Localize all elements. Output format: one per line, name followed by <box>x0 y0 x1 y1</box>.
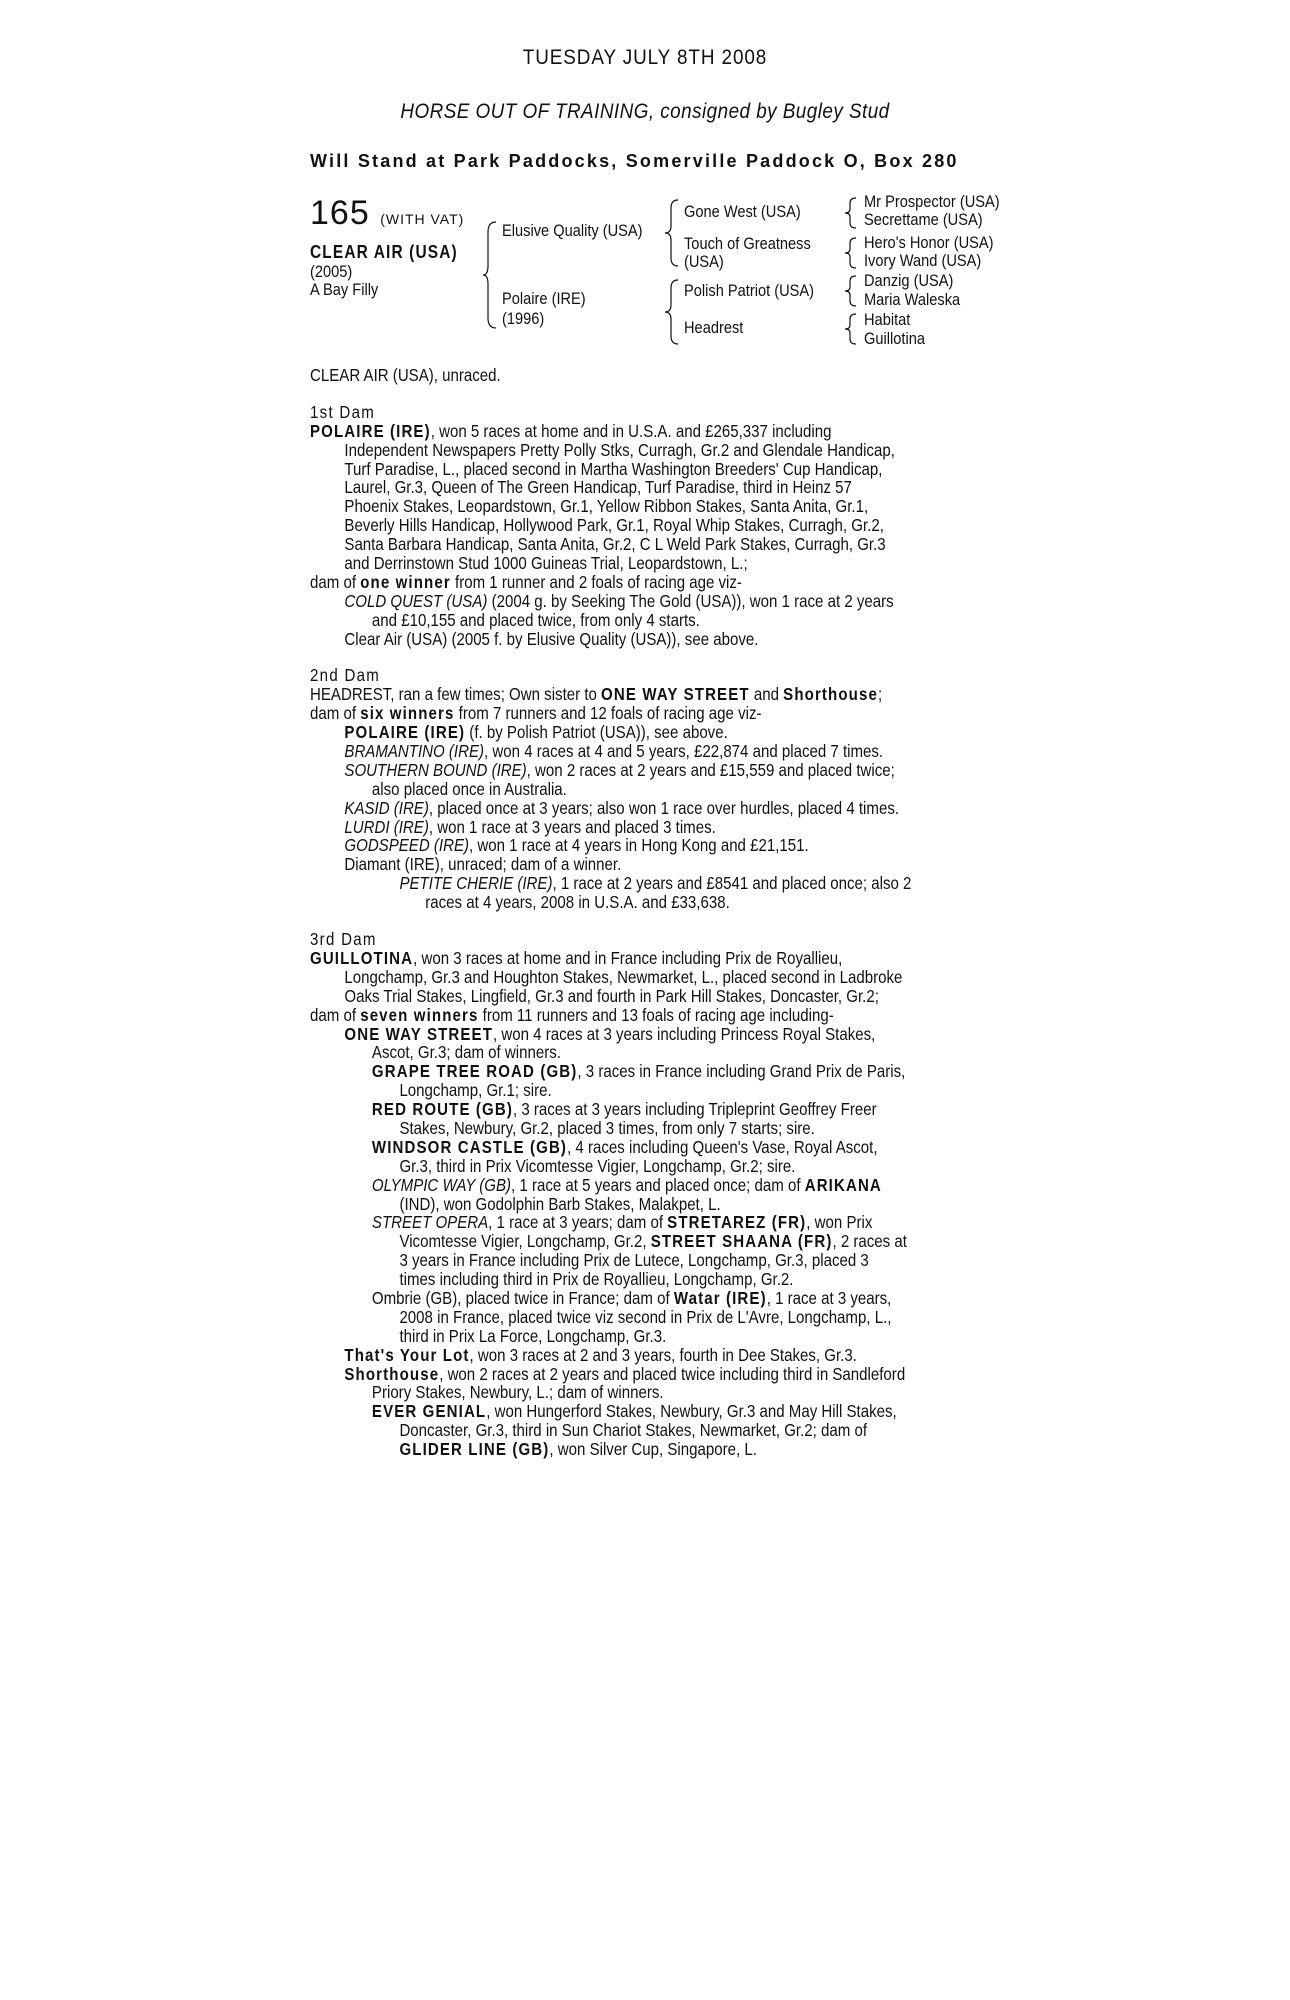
produce-entry: LURDI (IRE), won 1 race at 3 years and placed 3 times. <box>344 816 716 837</box>
produce-entry-cont: Vicomtesse Vigier, Longchamp, Gr.2, STREET SHAANA (FR), 2 races at <box>399 1231 907 1252</box>
produce-entry: Diamant (IRE), unraced; dam of a winner. <box>344 854 622 875</box>
third-dam-line: Oaks Trial Stakes, Lingfield, Gr.3 and fourth in Park Hill Stakes, Doncaster, Gr.2; <box>344 985 879 1006</box>
lot-number-value: 165 <box>310 194 370 232</box>
produce-entry: Ombrie (GB), placed twice in France; dam of Watar (IRE), 1 race at 3 years, <box>371 1287 892 1308</box>
produce-entry-cont: (IND), won Godolphin Barb Stakes, Malakpet, L. <box>399 1193 721 1214</box>
first-dam-line: Turf Paradise, L., placed second in Martha Washington Breeders' Cup Handicap, <box>344 458 883 479</box>
vat-label: (WITH VAT) <box>380 211 465 227</box>
dam-dam: Headrest <box>684 318 744 337</box>
intro-line: CLEAR AIR (USA), unraced. <box>310 365 501 385</box>
produce-entry: WINDSOR CASTLE (GB), 4 races including Queen's Vase, Royal Ascot, <box>371 1136 878 1157</box>
first-dam-heading: 1st Dam <box>310 401 376 422</box>
produce-entry: EVER GENIAL, won Hungerford Stakes, Newbury, Gr.3 and May Hill Stakes, <box>371 1401 897 1422</box>
produce-entry-cont: Priory Stakes, Newbury, L.; dam of winners. <box>371 1382 664 1403</box>
produce-entry-cont: Doncaster, Gr.3, third in Sun Chariot Stakes, Newmarket, Gr.2; dam of <box>399 1420 868 1441</box>
pedigree-brace-g1 <box>844 196 858 230</box>
lot-number <box>310 194 464 233</box>
produce-entry: POLAIRE (IRE) (f. by Polish Patriot (USA)), see above. <box>344 722 728 743</box>
stand-location: Will Stand at Park Paddocks, Somerville Paddock O, Box 280 <box>310 151 959 171</box>
produce-entry: RED ROUTE (GB), 3 races at 3 years including Tripleprint Geoffrey Freer <box>371 1099 877 1120</box>
granddam-sire-1: Mr Prospector (USA) <box>864 192 1000 211</box>
produce-entry-cont: Stakes, Newbury, Gr.2, placed 3 times, from only 7 starts; sire. <box>399 1117 815 1138</box>
horse-name: CLEAR AIR (USA) <box>310 242 458 262</box>
dam-year: (1996) <box>502 309 545 328</box>
dam-name: Polaire (IRE) <box>502 289 586 308</box>
third-dam-line: GUILLOTINA, won 3 races at home and in France including Prix de Royallieu, <box>310 947 843 968</box>
produce-entry-cont: also placed once in Australia. <box>371 778 567 799</box>
sire-sire: Gone West (USA) <box>684 202 801 221</box>
produce-entry-cont: Gr.3, third in Prix Vicomtesse Vigier, Longchamp, Gr.2; sire. <box>399 1155 796 1176</box>
pedigree-brace-g4 <box>844 312 858 346</box>
horse-year: (2005) <box>310 262 353 281</box>
first-dam-line: Independent Newspapers Pretty Polly Stks, Curragh, Gr.2 and Glendale Handicap, <box>344 439 895 460</box>
produce-entry-cont: 3 years in France including Prix de Lutece, Longchamp, Gr.3, placed 3 <box>399 1250 869 1271</box>
first-dam-line: POLAIRE (IRE), won 5 races at home and in U.S.A. and £265,337 including <box>310 420 832 441</box>
pedigree-brace-dam <box>664 278 680 346</box>
granddam-sire-4: Habitat <box>864 310 911 329</box>
produce-entry: SOUTHERN BOUND (IRE), won 2 races at 2 years and £15,559 and placed twice; <box>344 759 895 780</box>
pedigree-brace-g2 <box>844 236 858 270</box>
sire-dam-line1: Touch of Greatness <box>684 234 811 253</box>
produce-entry-cont: GLIDER LINE (GB), won Silver Cup, Singapore, L. <box>399 1439 757 1460</box>
produce-entry: GODSPEED (IRE), won 1 race at 4 years in Hong Kong and £21,151. <box>344 835 809 856</box>
first-dam-line: Beverly Hills Handicap, Hollywood Park, Gr.1, Royal Whip Stakes, Curragh, Gr.2, <box>344 515 884 536</box>
second-dam-produce-summary: dam of six winners from 7 runners and 12 foals of racing age viz- <box>310 703 762 724</box>
produce-entry: ONE WAY STREET, won 4 races at 3 years including Princess Royal Stakes, <box>344 1023 876 1044</box>
first-dam-produce-summary: dam of one winner from 1 runner and 2 foals of racing age viz- <box>310 571 742 592</box>
third-dam-produce-summary: dam of seven winners from 11 runners and 13 foals of racing age including- <box>310 1004 834 1025</box>
granddam-dam-2: Ivory Wand (USA) <box>864 251 982 270</box>
sire-name: Elusive Quality (USA) <box>502 221 643 240</box>
produce-entry: OLYMPIC WAY (GB), 1 race at 5 years and placed once; dam of ARIKANA <box>371 1174 882 1195</box>
third-dam-line: Longchamp, Gr.3 and Houghton Stakes, Newmarket, L., placed second in Ladbroke <box>344 966 903 987</box>
granddam-dam-1: Secrettame (USA) <box>864 210 983 229</box>
first-dam-line: Laurel, Gr.3, Queen of The Green Handicap, Turf Paradise, third in Heinz 57 <box>344 477 852 498</box>
sale-date: TUESDAY JULY 8TH 2008 <box>522 46 768 69</box>
first-dam-line: Santa Barbara Handicap, Santa Anita, Gr.2, C L Weld Park Stakes, Curragh, Gr.3 <box>344 534 886 555</box>
second-dam-line: HEADREST, ran a few times; Own sister to ONE WAY STREET and Shorthouse; <box>310 684 883 705</box>
produce-entry-cont: times including third in Prix de Royallieu, Longchamp, Gr.2. <box>399 1269 794 1290</box>
produce-entry: KASID (IRE), placed once at 3 years; also won 1 race over hurdles, placed 4 times. <box>344 797 900 818</box>
granddam-sire-3: Danzig (USA) <box>864 271 954 290</box>
pedigree-brace-1 <box>482 220 498 330</box>
horse-description: A Bay Filly <box>310 280 379 299</box>
pedigree-brace-sire <box>664 198 680 268</box>
produce-entry-cont: third in Prix La Force, Longchamp, Gr.3. <box>399 1325 667 1346</box>
produce-entry: GRAPE TREE ROAD (GB), 3 races in France including Grand Prix de Paris, <box>371 1061 906 1082</box>
second-dam-heading: 2nd Dam <box>310 665 381 686</box>
first-dam-line: and Derrinstown Stud 1000 Guineas Trial, Leopardstown, L.; <box>344 553 748 574</box>
sire-dam-line2: (USA) <box>684 252 724 271</box>
produce-entry: COLD QUEST (USA) (2004 g. by Seeking The Gold (USA)), won 1 race at 2 years <box>344 590 894 611</box>
granddam-dam-3: Maria Waleska <box>864 290 961 309</box>
third-dam-heading: 3rd Dam <box>310 929 377 950</box>
granddam-dam-4: Guillotina <box>864 329 925 348</box>
produce-entry-cont: Longchamp, Gr.1; sire. <box>399 1080 552 1101</box>
granddam-sire-2: Hero's Honor (USA) <box>864 233 994 252</box>
produce-entry: Shorthouse, won 2 races at 2 years and placed twice including third in Sandleford <box>344 1363 906 1384</box>
catalogue-body <box>310 365 1000 1458</box>
produce-entry-cont: 2008 in France, placed twice viz second in Prix de L'Avre, Longchamp, L., <box>399 1306 892 1327</box>
dam-sire: Polish Patriot (USA) <box>684 281 815 300</box>
produce-entry-cont: Ascot, Gr.3; dam of winners. <box>371 1042 561 1063</box>
produce-entry-cont: races at 4 years, 2008 in U.S.A. and £33,638. <box>425 892 730 913</box>
produce-entry: BRAMANTINO (IRE), won 4 races at 4 and 5 years, £22,874 and placed 7 times. <box>344 741 884 762</box>
produce-entry-cont: and £10,155 and placed twice, from only 4 starts. <box>371 609 700 630</box>
produce-entry: PETITE CHERIE (IRE), 1 race at 2 years and £8541 and placed once; also 2 <box>399 873 912 894</box>
produce-entry: Clear Air (USA) (2005 f. by Elusive Quality (USA)), see above. <box>344 628 759 649</box>
produce-entry: STREET OPERA, 1 race at 3 years; dam of STRETAREZ (FR), won Prix <box>371 1212 873 1233</box>
first-dam-line: Phoenix Stakes, Leopardstown, Gr.1, Yellow Ribbon Stakes, Santa Anita, Gr.1, <box>344 496 869 517</box>
produce-entry: That's Your Lot, won 3 races at 2 and 3 years, fourth in Dee Stakes, Gr.3. <box>344 1344 857 1365</box>
consignment-line: HORSE OUT OF TRAINING, consigned by Bugley Stud <box>400 100 890 123</box>
pedigree-brace-g3 <box>844 274 858 308</box>
